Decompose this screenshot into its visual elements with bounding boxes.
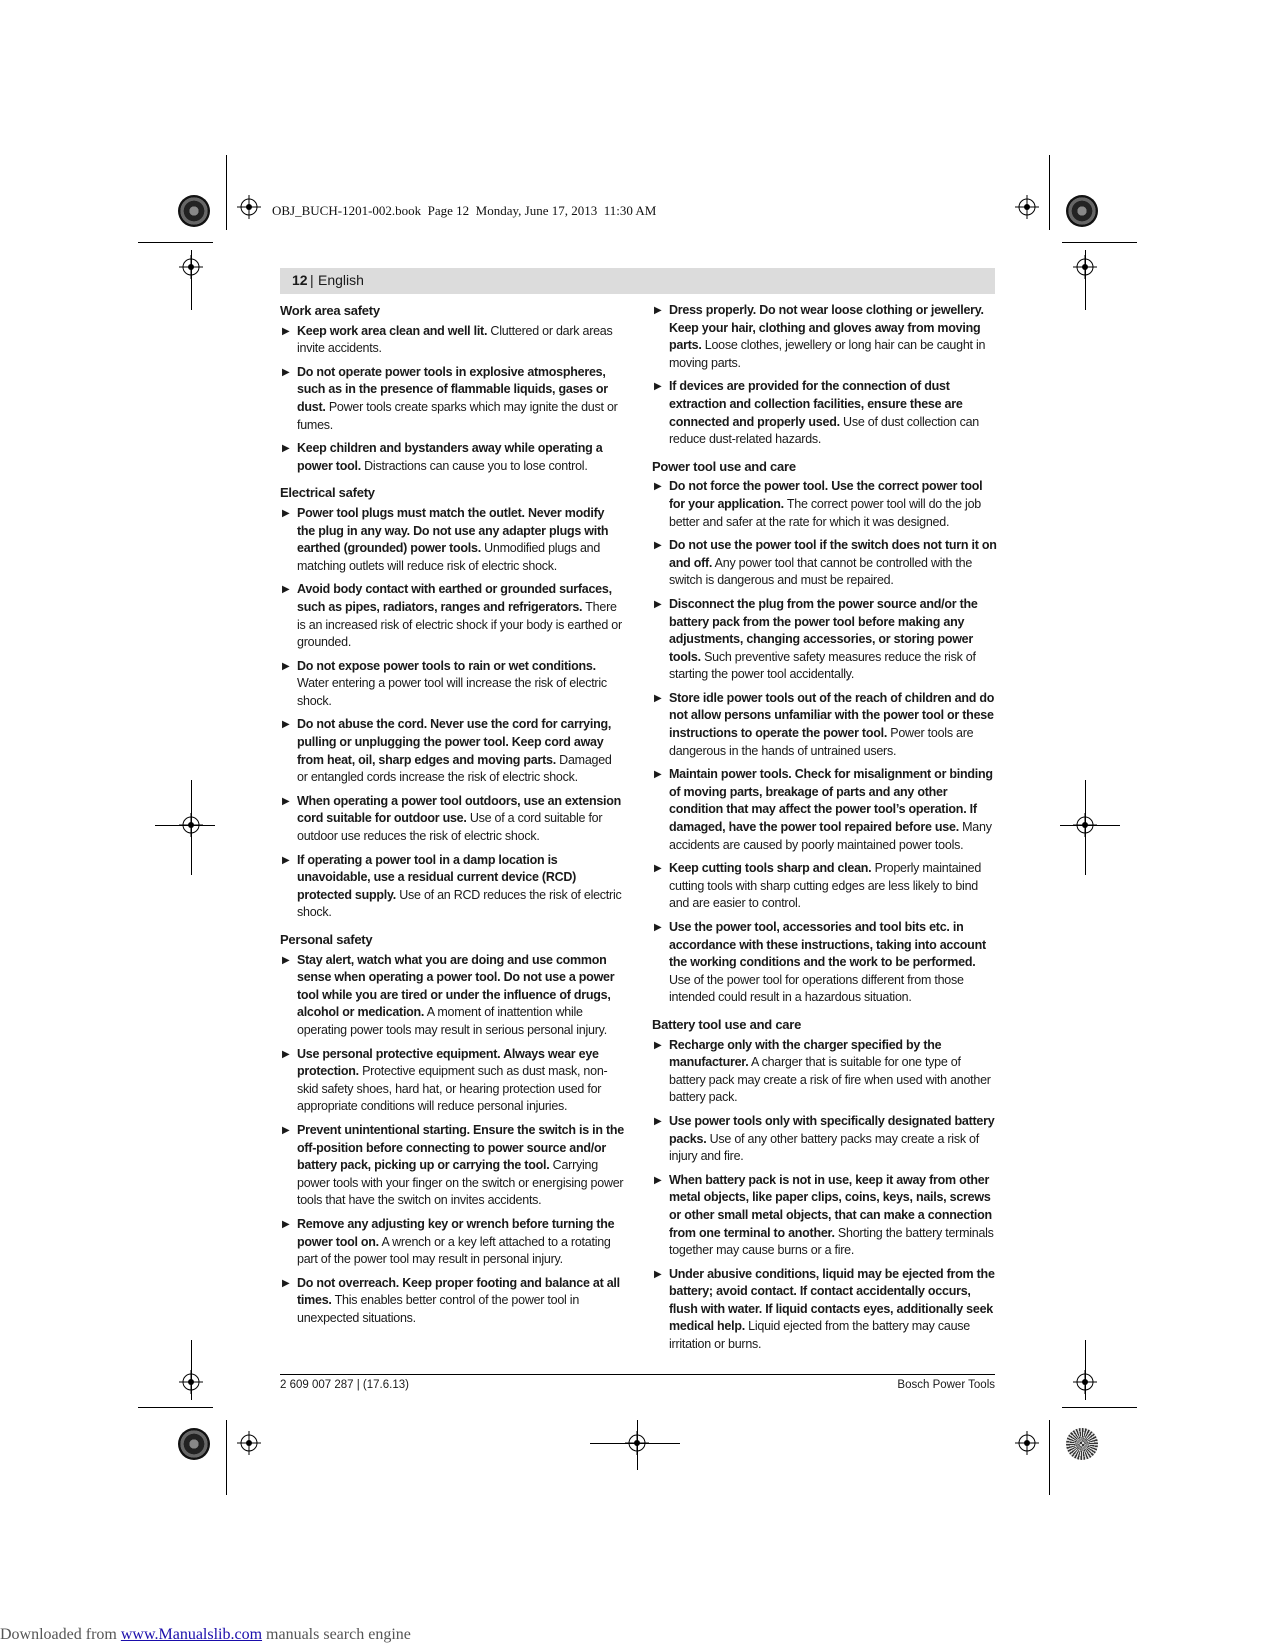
safety-item-rule: Do not abuse the cord. Never use the cord for carrying, pulling or unplugging the power tool. Keep cord away from heat, oil, sharp edges and moving parts.	[297, 717, 612, 767]
left-column	[280, 302, 625, 1336]
safety-item	[280, 581, 625, 651]
safety-item	[652, 860, 997, 913]
right-column	[652, 302, 997, 1363]
safety-item-explanation: Power tools create sparks which may ignite the dust or fumes.	[297, 399, 618, 432]
safety-item	[280, 505, 625, 575]
safety-item	[652, 766, 997, 854]
safety-item-explanation: There is an increased risk of electric shock if your body is earthed or grounded.	[297, 599, 622, 650]
footer-doc-number: 2 609 007 287 | (17.6.13)	[280, 1379, 409, 1391]
safety-item	[280, 364, 625, 434]
safety-item-explanation: A charger that is suitable for one type of battery pack may create a risk of fire when used with another battery pack.	[669, 1055, 991, 1105]
safety-item-explanation: Damaged or entangled cords increase the risk of electric shock.	[297, 752, 612, 785]
safety-item	[280, 1122, 625, 1210]
safety-item	[280, 852, 625, 922]
safety-item-rule: Disconnect the plug from the power source and/or the battery pack from the power tool before making any adjustments, changing accessories, or storing power tools.	[669, 596, 978, 664]
safety-item	[280, 952, 625, 1040]
bullet-arrow-icon: ▶	[654, 540, 662, 552]
safety-item-rule: When operating a power tool outdoors, use an extension cord suitable for outdoor use.	[297, 793, 622, 826]
safety-item	[280, 1216, 625, 1269]
safety-item-explanation: Any power tool that cannot be controlled with the switch is dangerous and must be repaired.	[669, 555, 973, 588]
safety-item-explanation: Use of dust collection can reduce dust-related hazards.	[669, 414, 979, 447]
safety-item-rule: Do not expose power tools to rain or wet conditions.	[297, 658, 596, 673]
safety-item-explanation: Use of an RCD reduces the risk of electric shock.	[297, 887, 622, 920]
page-number: 12	[292, 272, 308, 288]
registration-mark-top-right	[1066, 195, 1098, 227]
safety-item-rule: Under abusive conditions, liquid may be ejected from the battery; avoid contact. If contact accidentally occurs, flush with water. If liquid contacts eyes, additionally seek medical help.	[669, 1266, 995, 1334]
bullet-arrow-icon: ▶	[654, 922, 662, 933]
safety-item	[652, 378, 997, 448]
crosshair-icon	[1073, 1370, 1097, 1394]
bullet-arrow-icon: ▶	[654, 481, 662, 493]
safety-item-rule: Keep cutting tools sharp and clean.	[669, 861, 872, 876]
safety-item-explanation: Liquid ejected from the battery may cause irritation or burns.	[669, 1319, 970, 1352]
bullet-arrow-icon: ▶	[282, 584, 290, 596]
page-header-bar	[280, 268, 995, 294]
bullet-arrow-icon: ▶	[654, 1039, 662, 1051]
section-heading: Electrical safety	[280, 485, 375, 501]
download-notice	[0, 1626, 411, 1644]
safety-item-rule: Do not overreach. Keep proper footing and balance at all times.	[297, 1275, 620, 1308]
bullet-arrow-icon: ▶	[654, 863, 662, 875]
download-prefix: Downloaded from	[0, 1626, 121, 1643]
safety-item	[652, 1037, 997, 1107]
bullet-arrow-icon: ▶	[282, 325, 290, 337]
safety-item-rule: Use personal protective equipment. Always wear eye protection.	[297, 1046, 599, 1079]
crosshair-icon	[179, 255, 203, 279]
safety-item-rule: Remove any adjusting key or wrench before turning the power tool on.	[297, 1216, 615, 1249]
safety-item-rule: Power tool plugs must match the outlet. Never modify the plug in any way. Do not use any adapter plugs with earthed (grounded) power tools.	[297, 505, 609, 556]
safety-item-explanation: A wrench or a key left attached to a rotating part of the power tool may result in personal injury.	[297, 1234, 611, 1267]
bullet-arrow-icon: ▶	[282, 854, 290, 866]
page-language: English	[318, 272, 364, 288]
safety-item	[280, 1046, 625, 1116]
safety-item-rule: Stay alert, watch what you are doing and use common sense when operating a power tool. Do not use a power tool while you are tired or under the influence of drugs, alcohol or medication.	[297, 952, 615, 1020]
safety-item	[280, 440, 625, 475]
registration-mark-bottom-left	[178, 1428, 210, 1460]
safety-item-explanation: Power tools are dangerous in the hands of untrained users.	[669, 726, 974, 758]
bullet-arrow-icon: ▶	[282, 507, 290, 519]
safety-item	[652, 919, 997, 1007]
registration-mark-bottom-right	[1066, 1428, 1098, 1460]
safety-item-explanation: Use of any other battery packs may create a risk of injury and fire.	[669, 1131, 979, 1164]
safety-item-explanation: Cluttered or dark areas invite accidents.	[297, 323, 613, 356]
crosshair-icon	[237, 1431, 261, 1455]
safety-item	[280, 1275, 625, 1328]
safety-item-explanation: Carrying power tools with your finger on the switch or energising power tools that have the switch on invites accidents.	[297, 1158, 624, 1208]
bullet-arrow-icon: ▶	[282, 1277, 290, 1289]
safety-item	[652, 596, 997, 684]
crosshair-icon	[179, 813, 203, 837]
crosshair-icon	[1073, 255, 1097, 279]
safety-item-explanation: Unmodified plugs and matching outlets will reduce risk of electric shock.	[297, 541, 601, 573]
safety-item-explanation: Such preventive safety measures reduce the risk of starting the power tool accidentally.	[669, 649, 976, 682]
bullet-arrow-icon: ▶	[654, 381, 662, 393]
safety-item-rule: Do not use the power tool if the switch does not turn it on and off.	[669, 538, 997, 570]
bullet-arrow-icon: ▶	[282, 795, 290, 807]
safety-item	[652, 478, 997, 531]
safety-item	[652, 302, 997, 372]
safety-item-explanation: Distractions can cause you to lose control.	[360, 458, 588, 473]
header-separator: |	[310, 272, 314, 288]
safety-item-rule: Use power tools only with specifically designated battery packs.	[669, 1113, 995, 1146]
safety-item-explanation: Shorting the battery terminals together may cause burns or a fire.	[669, 1225, 994, 1258]
safety-item-rule: Keep work area clean and well lit.	[297, 323, 488, 338]
bullet-arrow-icon: ▶	[654, 692, 662, 704]
safety-item-rule: Prevent unintentional starting. Ensure the switch is in the off-position before connecting to power source and/or battery pack, picking up or carrying the tool.	[297, 1122, 624, 1173]
footer-brand: Bosch Power Tools	[897, 1379, 995, 1391]
bullet-arrow-icon: ▶	[654, 769, 662, 781]
safety-item-explanation: Use of the power tool for operations different from those intended could result in a hazardous situation.	[669, 972, 964, 1005]
crosshair-icon	[625, 1431, 649, 1455]
safety-item	[652, 1172, 997, 1260]
crosshair-icon	[179, 1370, 203, 1394]
safety-item	[652, 690, 997, 760]
safety-item	[280, 658, 625, 711]
registration-mark-top-left	[178, 195, 210, 227]
bullet-arrow-icon: ▶	[282, 443, 290, 455]
safety-item-explanation: Protective equipment such as dust mask, non-skid safety shoes, hard hat, or hearing protection used for appropriate conditions will reduce personal injuries.	[297, 1064, 608, 1114]
safety-item-explanation: This enables better control of the power tool in unexpected situations.	[297, 1293, 580, 1325]
section-heading: Work area safety	[280, 303, 380, 318]
bullet-arrow-icon: ▶	[282, 1124, 290, 1136]
bullet-arrow-icon: ▶	[654, 1268, 662, 1280]
bullet-arrow-icon: ▶	[282, 1218, 290, 1230]
section-heading: Personal safety	[280, 932, 373, 947]
safety-item-rule: Do not operate power tools in explosive atmospheres, such as in the presence of flammable liquids, gases or dust.	[297, 364, 608, 414]
bullet-arrow-icon: ▶	[654, 305, 662, 316]
safety-item	[652, 537, 997, 590]
safety-item-rule: Recharge only with the charger specified by the manufacturer.	[669, 1037, 942, 1070]
safety-item-rule: If operating a power tool in a damp location is unavoidable, use a residual current device (RCD) protected supply.	[297, 852, 577, 902]
crosshair-icon	[237, 195, 261, 219]
section-heading: Power tool use and care	[652, 458, 796, 474]
crosshair-icon	[1015, 195, 1039, 219]
safety-item-explanation: Use of a cord suitable for outdoor use reduces the risk of electric shock.	[297, 811, 603, 844]
safety-item-rule: Use the power tool, accessories and tool bits etc. in accordance with these instructions, taking into account the working conditions and the work to be performed.	[669, 920, 986, 970]
safety-item-rule: Store idle power tools out of the reach of children and do not allow persons unfamiliar with the power tool or these instructions to operate the power tool.	[669, 690, 995, 741]
bullet-arrow-icon: ▶	[654, 1115, 662, 1127]
safety-item	[280, 716, 625, 786]
safety-item-rule: Maintain power tools. Check for misalignment or binding of moving parts, breakage of parts and any other condition that may affect the power tool’s operation. If damaged, have the power tool repaired before use.	[669, 767, 993, 835]
safety-item-rule: When battery pack is not in use, keep it away from other metal objects, like paper clips, coins, keys, nails, screws or other small metal objects, that can make a connection from one terminal to another.	[669, 1172, 992, 1240]
safety-item-explanation: The correct power tool will do the job better and safer at the rate for which it was designed.	[669, 496, 981, 529]
manualslib-link[interactable]: www.Manualslib.com	[120, 1626, 263, 1643]
bullet-arrow-icon: ▶	[282, 660, 290, 672]
safety-item-explanation: Properly maintained cutting tools with sharp cutting edges are less likely to bind and are easier to control.	[669, 861, 982, 911]
safety-item	[652, 1113, 997, 1166]
bullet-arrow-icon: ▶	[282, 719, 290, 731]
safety-item-explanation: Loose clothes, jewellery or long hair can be caught in moving parts.	[669, 338, 986, 370]
safety-item-rule: Dress properly. Do not wear loose clothing or jewellery. Keep your hair, clothing and gloves away from moving parts.	[669, 303, 984, 353]
safety-item-rule: Keep children and bystanders away while operating a power tool.	[297, 441, 603, 473]
safety-item	[280, 793, 625, 846]
bullet-arrow-icon: ▶	[654, 598, 662, 610]
safety-item-rule: Avoid body contact with earthed or grounded surfaces, such as pipes, radiators, ranges and refrigerators.	[297, 582, 612, 614]
download-suffix: manuals search engine	[262, 1626, 411, 1643]
section-heading: Battery tool use and care	[652, 1016, 802, 1032]
footer-rule	[280, 1374, 995, 1375]
safety-item	[652, 1266, 997, 1354]
safety-item-explanation: Water entering a power tool will increase the risk of electric shock.	[297, 676, 607, 708]
book-file-line: OBJ_BUCH-1201-002.book Page 12 Monday, June 17, 2013 11:30 AM	[272, 203, 657, 218]
safety-item-explanation: Many accidents are caused by poorly maintained power tools.	[669, 820, 992, 852]
safety-item-explanation: A moment of inattention while operating power tools may result in serious personal injury.	[297, 1005, 607, 1037]
bullet-arrow-icon: ▶	[282, 1048, 290, 1060]
bullet-arrow-icon: ▶	[282, 366, 290, 378]
safety-item	[280, 323, 625, 358]
safety-item-rule: If devices are provided for the connection of dust extraction and collection facilities, ensure these are connected and properly used.	[669, 379, 963, 429]
bullet-arrow-icon: ▶	[282, 954, 290, 966]
crosshair-icon	[1015, 1431, 1039, 1455]
crosshair-icon	[1073, 813, 1097, 837]
safety-item-rule: Do not force the power tool. Use the correct power tool for your application.	[669, 479, 983, 511]
bullet-arrow-icon: ▶	[654, 1174, 662, 1186]
